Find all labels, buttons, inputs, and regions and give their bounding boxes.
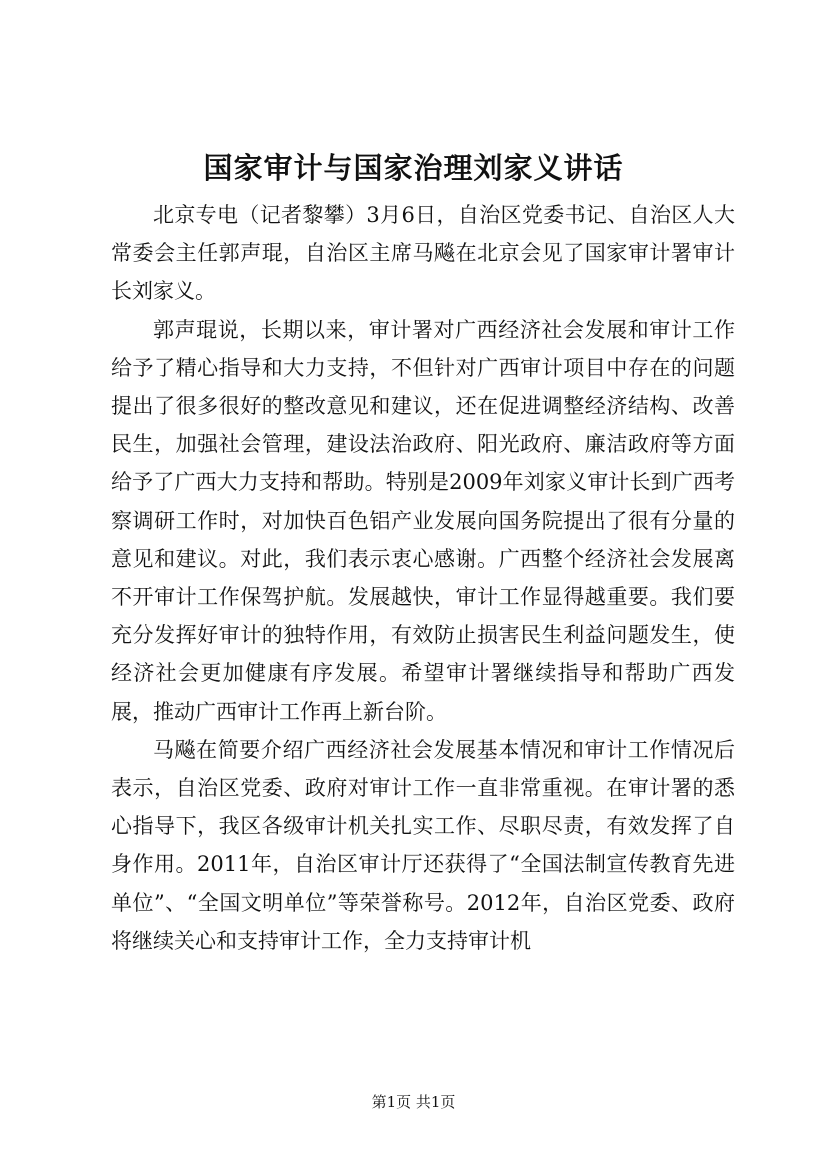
page-number-footer: 第1页 共1页: [371, 1093, 456, 1111]
document-title: 国家审计与国家治理刘家义讲话: [203, 151, 624, 185]
document-body: [111, 196, 735, 960]
paragraph-1: 北京专电（记者黎攀）3月6日，自治区党委书记、自治区人大常委会主任郭声琨，自治区主席马飚在北京会见了国家审计署审计长刘家义。: [111, 203, 735, 304]
paragraph-3: 马飚在简要介绍广西经济社会发展基本情况和审计工作情况后表示，自治区党委、政府对审计工作一直非常重视。在审计署的悉心指导下，我区各级审计机关扎实工作、尽职尽责，有效发挥了自身作用。2011年，自治区审计厅还获得了“全国法制宣传教育先进单位”、“全国文明单位”等荣誉称号。2012年，自治区党委、政府将继续关心和支持审计工作，全力支持审计机: [111, 737, 735, 953]
paragraph-2: 郭声琨说，长期以来，审计署对广西经济社会发展和审计工作给予了精心指导和大力支持，不但针对广西审计项目中存在的问题提出了很多很好的整改意见和建议，还在促进调整经济结构、改善民生，加强社会管理，建设法治政府、阳光政府、廉洁政府等方面给予了广西大力支持和帮助。特别是2009年刘家义审计长到广西考察调研工作时，对加快百色铝产业发展向国务院提出了很有分量的意见和建议。对此，我们表示衷心感谢。广西整个经济社会发展离不开审计工作保驾护航。发展越快，审计工作显得越重要。我们要充分发挥好审计的独特作用，有效防止损害民生利益问题发生，使经济社会更加健康有序发展。希望审计署继续指导和帮助广西发展，推动广西审计工作再上新台阶。: [111, 317, 735, 724]
